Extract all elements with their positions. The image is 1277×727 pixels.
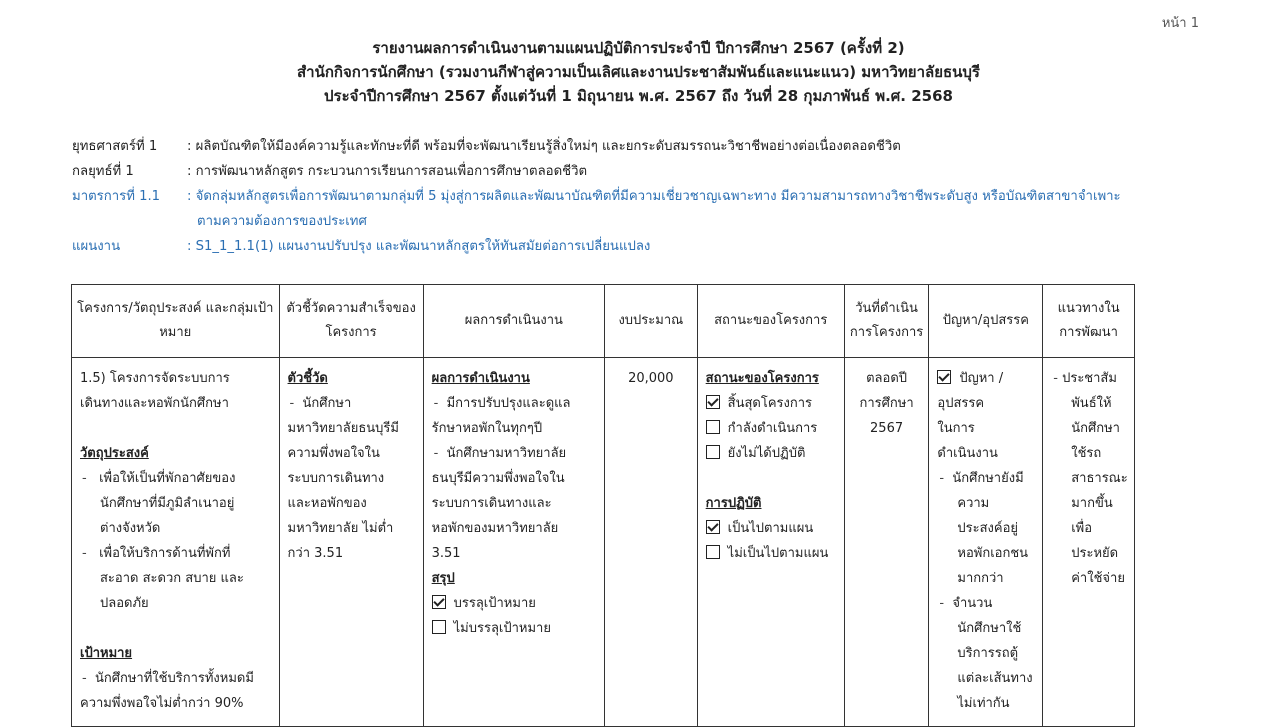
summary-option-not-achieved[interactable]: ไม่บรรลุเป้าหมาย (432, 616, 596, 641)
development-cell: - ประชาสัม พันธ์ให้ นักศึกษา ใช้รถ สาธารณะ มากขึ้น เพื่อ ประหยัด ค่าใช้จ่าย (1043, 358, 1135, 727)
status-option-finished[interactable]: สิ้นสุดโครงการ (706, 391, 836, 416)
status-cell (697, 358, 844, 727)
practice-option-off-plan[interactable]: ไม่เป็นไปตามแผน (706, 541, 836, 566)
page-number: หน้า 1 (1161, 16, 1199, 31)
column-header: ตัวชี้วัดความสำเร็จของโครงการ (279, 285, 423, 358)
budget-value: 20,000 (628, 371, 674, 386)
column-header: โครงการ/วัตถุประสงค์ และกลุ่มเป้าหมาย (72, 285, 280, 358)
title-line-1: รายงานผลการดำเนินงานตามแผนปฏิบัติการประจำปี ปีการศึกษา 2567 (ครั้งที่ 2) (372, 39, 905, 57)
problem-item: - นักศึกษายังมี ความ ประสงค์อยู่ หอพักเอกชน มากกว่า (939, 471, 1029, 586)
measure-value: : จัดกลุ่มหลักสูตรเพื่อการพัฒนาตามกลุ่มที่ 5 มุ่งสู่การผลิตและพัฒนาบัณฑิตที่มีความเชี่ยวชาญเฉพาะทาง มีความสามารถทางวิชาชีพระดับสูง หรือบัณฑิตสาขาจำเพาะ (187, 189, 1121, 204)
strategy-row (72, 134, 1212, 159)
status-option-in-progress[interactable]: กำลังดำเนินการ (706, 416, 836, 441)
project-cell (72, 358, 280, 727)
objective-item: - เพื่อให้บริการด้านที่พักที่ สะอาด สะดวก สบาย และ ปลอดภัย (82, 546, 244, 611)
checkbox-empty-icon[interactable] (706, 545, 720, 559)
project-title: 1.5) โครงการจัดระบบการ (80, 371, 230, 386)
measure-row (72, 184, 1212, 234)
checkbox-empty-icon[interactable] (706, 420, 720, 434)
title-line-2: สำนักกิจการนักศึกษา (รวมงานกีฬาสู่ความเป็นเลิศและงานประชาสัมพันธ์และแนะแนว) มหาวิทยาลัยธนบุรี (297, 63, 980, 81)
result-cell (423, 358, 604, 727)
table-header-row (72, 285, 1135, 358)
column-header: ปัญหา/อุปสรรค (929, 285, 1043, 358)
plan-value: : S1_1_1.1(1) แผนงานปรับปรุง และพัฒนาหลักสูตรให้ทันสมัยต่อการเปลี่ยนแปลง (187, 239, 651, 254)
title-line-3: ประจำปีการศึกษา 2567 ตั้งแต่วันที่ 1 มิถุนายน พ.ศ. 2567 ถึง วันที่ 28 กุมภาพันธ์ พ.ศ. 2568 (324, 87, 953, 105)
project-table (71, 284, 1135, 727)
checkbox-empty-icon[interactable] (706, 445, 720, 459)
plan-label: แผนงาน (72, 239, 121, 254)
indicator-cell: ตัวชี้วัด - นักศึกษา มหาวิทยาลัยธนบุรีมี ความพึ่งพอใจใน ระบบการเดินทาง และหอพักของ มหาวิทยาลัย ไม่ต่ำ กว่า 3.51 (279, 358, 423, 727)
objective-item: - เพื่อให้เป็นที่พักอาศัยของ นักศึกษาที่มีภูมิลำเนาอยู่ ต่างจังหวัด (82, 471, 236, 536)
column-header: แนวทางในการพัฒนา (1043, 285, 1135, 358)
column-header: วันที่ดำเนินการโครงการ (844, 285, 929, 358)
column-header: งบประมาณ (604, 285, 697, 358)
column-header: ผลการดำเนินงาน (423, 285, 604, 358)
checkbox-checked-icon[interactable] (432, 595, 446, 609)
problem-item: - จำนวน นักศึกษาใช้ บริการรถตู้ แต่ละเส้นทาง ไม่เท่ากัน (939, 596, 1033, 711)
report-title (0, 36, 1277, 108)
date-cell: ตลอดปี การศึกษา 2567 (844, 358, 929, 727)
objective-label: วัตถุประสงค์ (80, 446, 149, 461)
budget-cell (604, 358, 697, 727)
plan-meta (72, 134, 1212, 259)
checkbox-checked-icon[interactable] (706, 395, 720, 409)
status-label: สถานะของโครงการ (705, 371, 819, 386)
tactic-label: กลยุทธ์ที่ 1 (72, 164, 134, 179)
strategy-value: : ผลิตบัณฑิตให้มีองค์ความรู้และทักษะที่ดี พร้อมที่จะพัฒนาเรียนรู้สิ่งใหม่ๆ และยกระดับสมรรถนะวิชาชีพอย่างต่อเนื่องตลอดชีวิต (187, 139, 901, 154)
practice-option-on-plan[interactable]: เป็นไปตามแผน (706, 516, 836, 541)
summary-label: สรุป (431, 571, 455, 586)
checkbox-empty-icon[interactable] (432, 620, 446, 634)
status-option-not-started[interactable]: ยังไม่ได้ปฏิบัติ (706, 441, 836, 466)
tactic-value: : การพัฒนาหลักสูตร กระบวนการเรียนการสอนเพื่อการศึกษาตลอดชีวิต (187, 164, 588, 179)
summary-option-achieved[interactable]: บรรลุเป้าหมาย (432, 591, 596, 616)
measure-value-cont: ตามความต้องการของประเทศ (197, 214, 367, 229)
checkbox-checked-icon[interactable] (706, 520, 720, 534)
checkbox-checked-icon[interactable] (937, 370, 951, 384)
measure-label: มาตรการที่ 1.1 (72, 189, 161, 204)
table-row (72, 358, 1135, 727)
result-item: - มีการปรับปรุงและดูแล รักษาหอพักในทุกๆปี (431, 396, 571, 436)
project-title-cont: เดินทางและหอพักนักศึกษา (80, 396, 229, 411)
strategy-label: ยุทธศาสตร์ที่ 1 (72, 139, 158, 154)
result-item: - นักศึกษามหาวิทยาลัย ธนบุรีมีความพึ่งพอใจใน ระบบการเดินทางและ หอพักของมหาวิทยาลัย 3.51 (431, 446, 567, 561)
tactic-row (72, 159, 1212, 184)
target-label: เป้าหมาย (80, 646, 133, 661)
problem-cell: ปัญหา / อุปสรรค ในการ ดำเนินงาน - นักศึกษายังมี ความ ประสงค์อยู่ หอพักเอกชน มากกว่า - จำนวน นักศึกษาใช้ บริการรถตู้ แต่ละเส้นทาง ไม่เท่ากัน (929, 358, 1043, 727)
indicator-label: ตัวชี้วัด (287, 371, 328, 386)
practice-label: การปฏิบัติ (705, 496, 762, 511)
plan-row (72, 234, 1212, 259)
target-item: - นักศึกษาที่ใช้บริการทั้งหมดมี ความพึ่งพอใจไม่ต่ำกว่า 90% (80, 671, 254, 711)
result-label: ผลการดำเนินงาน (431, 371, 530, 386)
problem-check[interactable]: ปัญหา / (937, 366, 1034, 391)
column-header: สถานะของโครงการ (697, 285, 844, 358)
